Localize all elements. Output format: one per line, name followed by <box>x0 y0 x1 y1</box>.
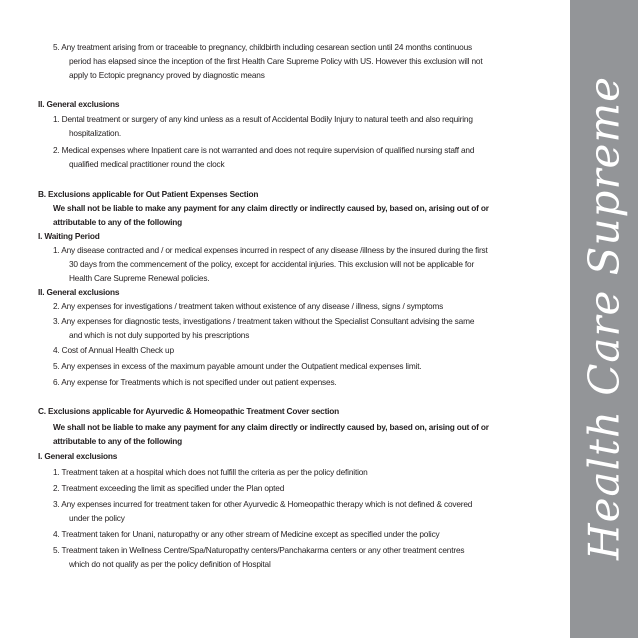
heading-line: I. Waiting Period <box>38 231 100 241</box>
heading-line: I. General exclusions <box>38 451 118 461</box>
text-line: 3. Any expenses for diagnostic tests, investigations / treatment taken without the Specialist Consultant advising the same <box>53 316 475 326</box>
text-line: 5. Any expenses in excess of the maximum payable amount under the Outpatient medical expenses limit. <box>53 361 422 371</box>
text-line: 1. Treatment taken at a hospital which does not fulfill the criteria as per the policy definition <box>53 467 368 477</box>
heading-line: II. General exclusions <box>38 287 120 297</box>
heading-line: attributable to any of the following <box>53 217 183 227</box>
text-line: 30 days from the commencement of the policy, except for accidental injuries. This exclusion will not be applicable for <box>69 259 475 269</box>
heading-line: B. Exclusions applicable for Out Patient Expenses Section <box>38 189 259 199</box>
heading-line: C. Exclusions applicable for Ayurvedic & Homeopathic Treatment Cover section <box>38 406 340 416</box>
text-line: 4. Cost of Annual Health Check up <box>53 345 174 355</box>
heading-line: attributable to any of the following <box>53 436 183 446</box>
text-line: under the policy <box>69 513 125 523</box>
sidebar-band <box>570 0 638 638</box>
sidebar-title: Health Care Supreme <box>579 75 629 561</box>
text-line: 1. Any disease contracted and / or medical expenses incurred in respect of any disease /illness by the insured during the first <box>53 245 488 255</box>
text-line: 4. Treatment taken for Unani, naturopathy or any other stream of Medicine except as specified under the policy <box>53 529 440 539</box>
text-line: which do not qualify as per the policy definition of Hospital <box>69 559 271 569</box>
text-line: 1. Dental treatment or surgery of any kind unless as a result of Accidental Bodily Injury to natural teeth and also requiring <box>53 114 473 124</box>
heading-line: We shall not be liable to make any payment for any claim directly or indirectly caused by, based on, arising out of or <box>53 203 489 213</box>
text-line: 2. Treatment exceeding the limit as specified under the Plan opted <box>53 483 285 493</box>
text-line: and which is not duly supported by his prescriptions <box>69 330 250 340</box>
heading-line: We shall not be liable to make any payment for any claim directly or indirectly caused by, based on, arising out of or <box>53 422 489 432</box>
heading-line: II. General exclusions <box>38 99 120 109</box>
text-line: 5. Any treatment arising from or traceable to pregnancy, childbirth including cesarean section until 24 months continuous <box>53 42 472 52</box>
text-line: 6. Any expense for Treatments which is not specified under out patient expenses. <box>53 377 337 387</box>
text-line: 2. Any expenses for investigations / treatment taken without existence of any disease / illness, signs / symptoms <box>53 301 444 311</box>
text-line: hospitalization. <box>69 128 122 138</box>
text-line: period has elapsed since the inception of the first Health Care Supreme Policy with US. However this exclusion will not <box>69 56 483 66</box>
text-line: apply to Ectopic pregnancy proved by diagnostic means <box>69 70 265 80</box>
text-line: 5. Treatment taken in Wellness Centre/Spa/Naturopathy centers/Panchakarma centers or any other treatment centres <box>53 545 465 555</box>
text-line: Health Care Supreme Renewal policies. <box>69 273 210 283</box>
text-line: qualified medical practitioner round the clock <box>69 159 225 169</box>
text-line: 3. Any expenses incurred for treatment taken for other Ayurvedic & Homeopathic therapy which is not defined & covered <box>53 499 473 509</box>
text-line: 2. Medical expenses where Inpatient care is not warranted and does not require supervision of qualified nursing staff and <box>53 145 475 155</box>
